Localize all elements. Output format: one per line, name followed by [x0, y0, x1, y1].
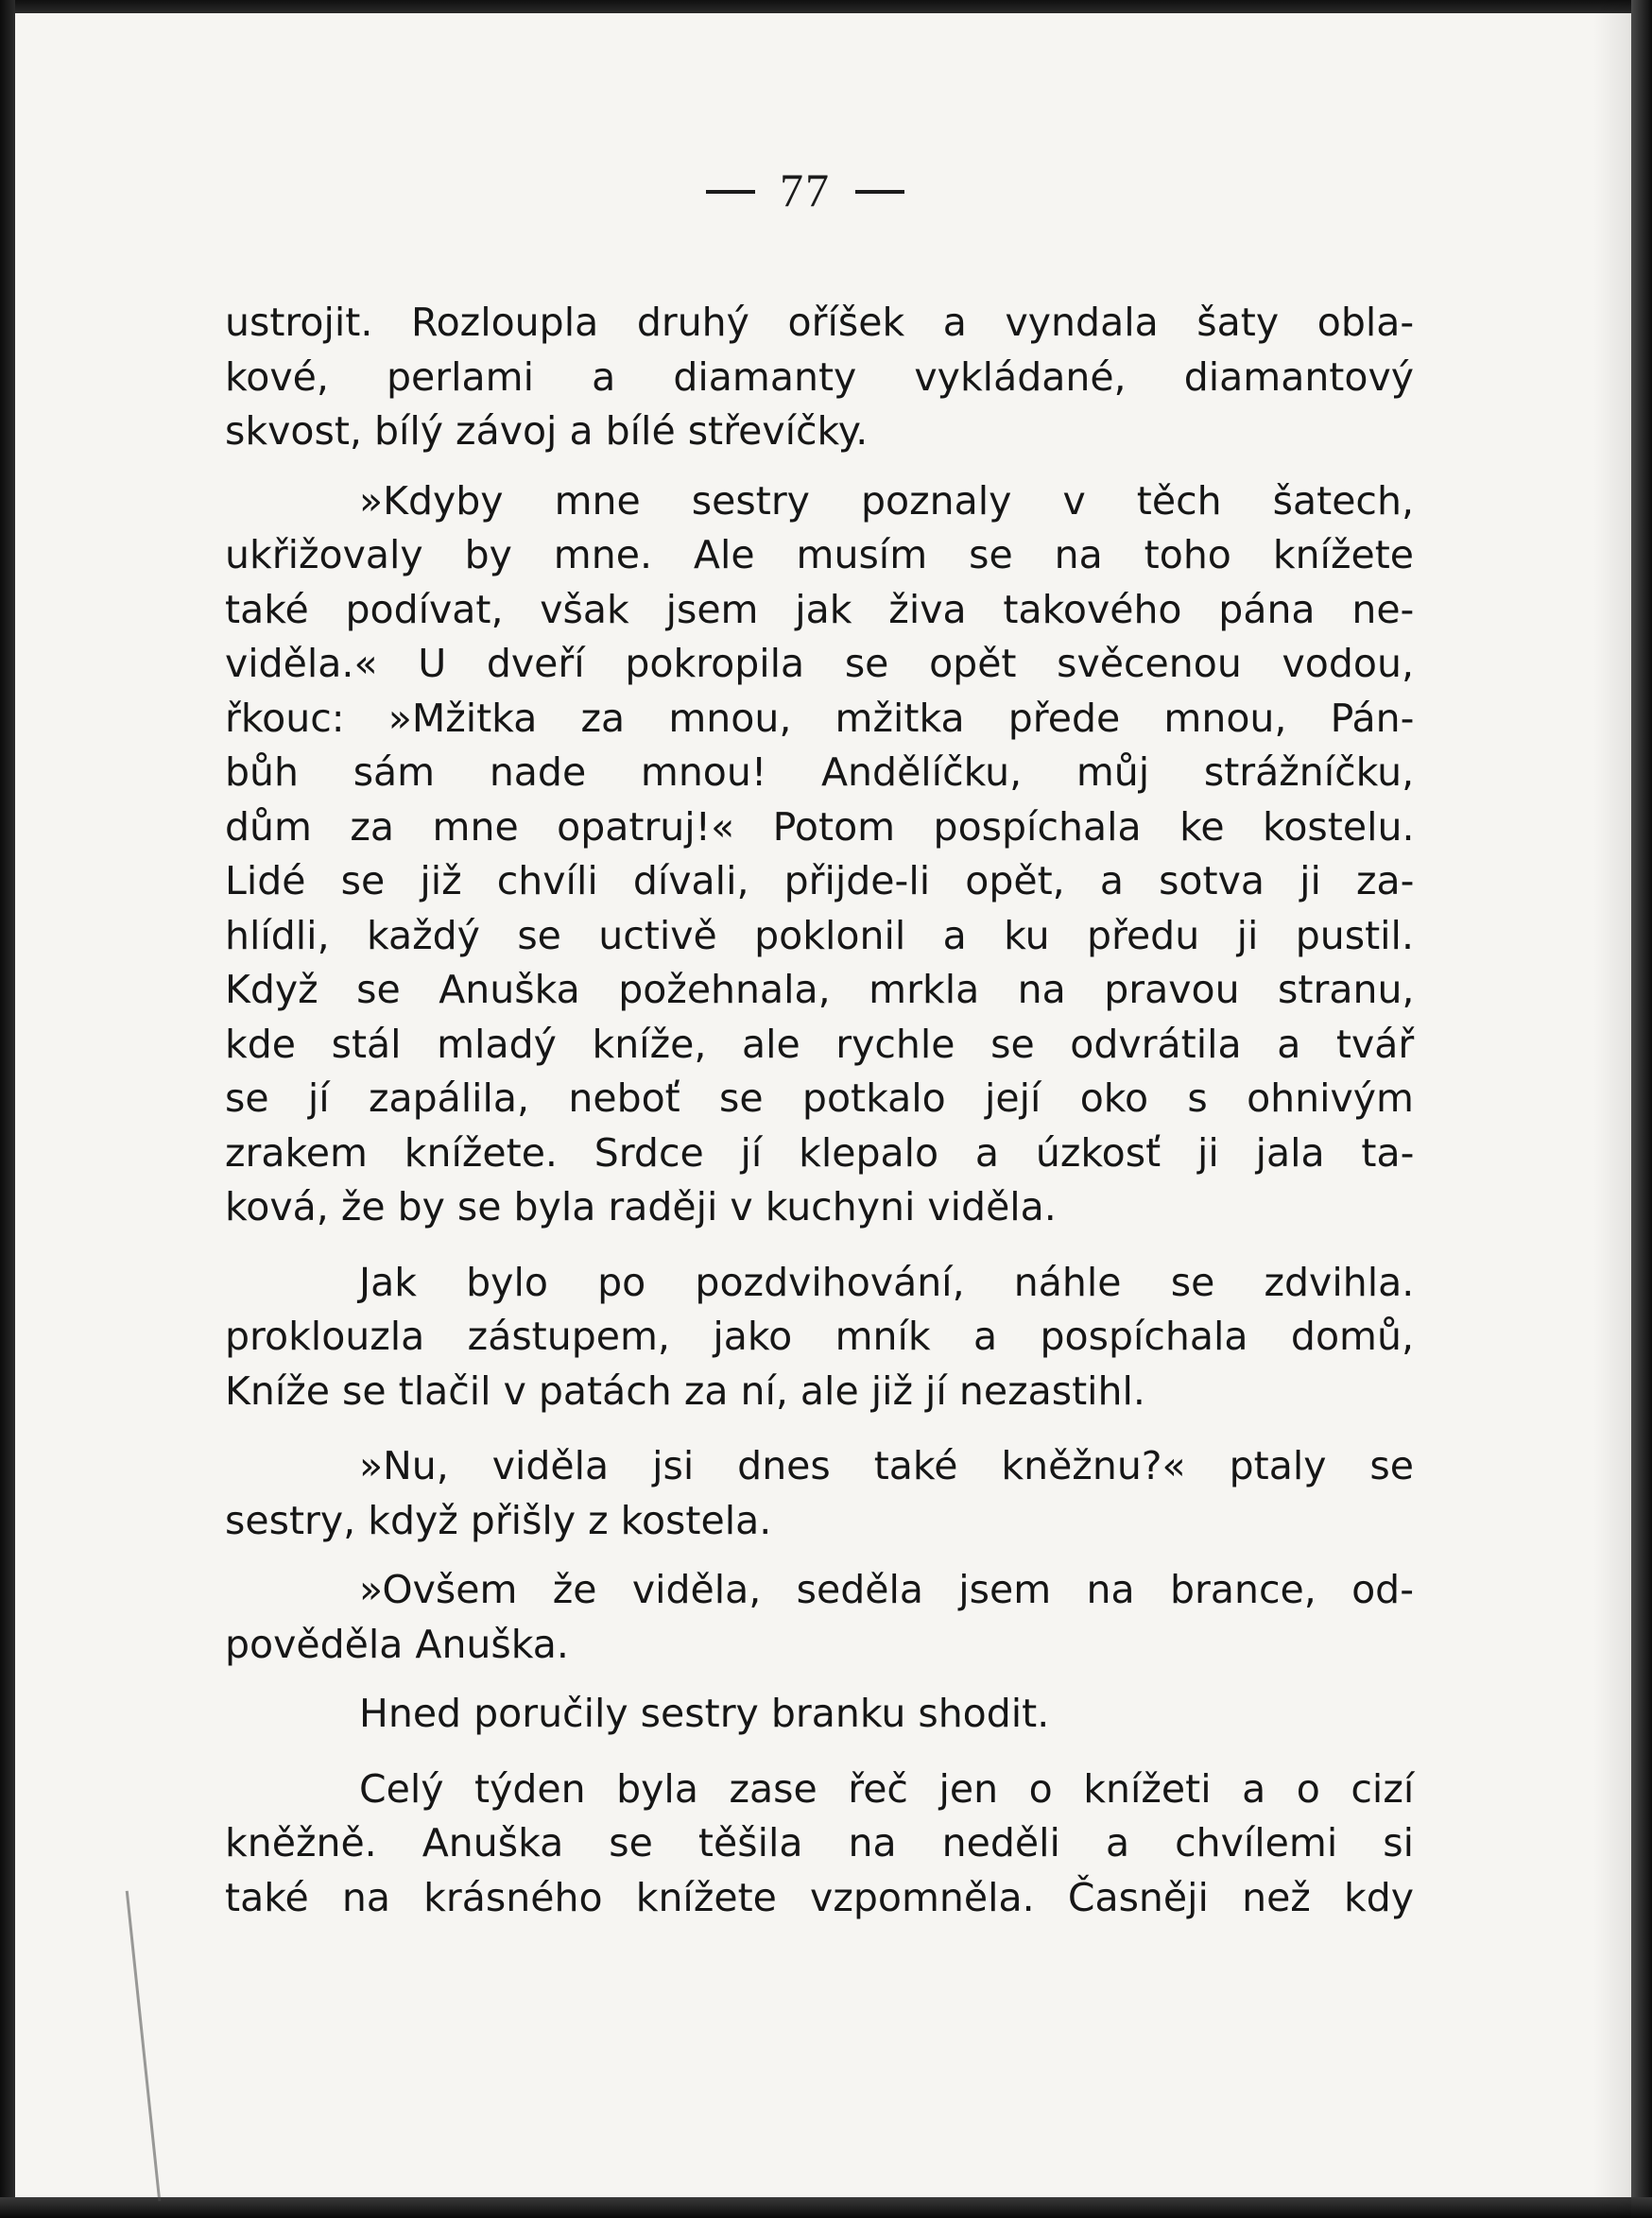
paragraph: [225, 1256, 1414, 1419]
scan-border-top: [0, 0, 1652, 13]
page-number: [0, 163, 1631, 217]
text-line: Když se Anuška požehnala, mrkla na pravou stranu,: [225, 967, 1415, 1012]
page-number-dash-left: [706, 190, 755, 194]
scan-border-left: [0, 0, 15, 2218]
text-line: ukřižovaly by mne. Ale musím se na toho knížete: [225, 532, 1414, 577]
text-line: Jak bylo po pozdvihování, náhle se zdvihla.: [359, 1259, 1415, 1305]
text-line: ková, že by se byla raději v kuchyni viděla.: [225, 1184, 1057, 1229]
text-line: ustrojit. Rozloupla druhý oříšek a vyndala šaty obla-: [225, 300, 1415, 345]
text-line: zrakem knížete. Srdce jí klepalo a úzkosť ji jala ta-: [225, 1129, 1415, 1176]
text-line: skvost, bílý závoj a bílé střevíčky.: [225, 408, 869, 454]
text-line: dům za mne opatruj!« Potom pospíchala ke kostelu.: [225, 803, 1415, 850]
text-line: Hned poručily sestry branku shodit.: [359, 1691, 1050, 1736]
text-line: také na krásného knížete vzpomněla. Časněji než kdy: [225, 1874, 1415, 1920]
paragraph: [225, 1563, 1414, 1672]
text-line: Celý týden byla zase řeč jen o knížeti a o cizí: [359, 1765, 1415, 1812]
paragraph: [225, 474, 1414, 1235]
text-line: bůh sám nade mnou! Andělíčku, můj strážníčku,: [225, 749, 1415, 795]
text-line: sestry, když přišly z kostela.: [225, 1497, 772, 1543]
scan-border-bottom: [0, 2197, 1652, 2218]
pencil-mark: [126, 1891, 161, 2202]
text-line: se jí zapálila, neboť se potkalo její oko s ohnivým: [225, 1075, 1414, 1121]
text-line: také podívat, však jsem jak živa takového pána ne-: [225, 586, 1415, 632]
text-line: »Nu, viděla jsi dnes také kněžnu?« ptaly se: [359, 1443, 1414, 1488]
text-line: »Ovšem že viděla, seděla jsem na brance, od-: [359, 1567, 1414, 1612]
text-line: pověděla Anuška.: [225, 1621, 569, 1667]
text-line: hlídli, každý se uctivě poklonil a ku předu ji pustil.: [225, 912, 1414, 958]
text-line: kde stál mladý kníže, ale rychle se odvrátila a tvář: [225, 1021, 1415, 1067]
paragraph: [225, 296, 1414, 459]
scan-border-right: [1631, 0, 1652, 2218]
text-line: proklouzla zástupem, jako mník a pospíchala domů,: [225, 1314, 1414, 1359]
page-number-dash-right: [855, 190, 904, 194]
text-line: kněžně. Anuška se těšila na neděli a chvílemi si: [225, 1820, 1415, 1866]
text-line: viděla.« U dveří pokropila se opět svěcenou vodou,: [225, 641, 1414, 686]
paragraph: [225, 1687, 1414, 1742]
text-line: »Kdyby mne sestry poznaly v těch šatech,: [359, 477, 1414, 524]
text-line: řkouc: »Mžitka za mnou, mžitka přede mnou, Pán-: [225, 695, 1415, 741]
paragraph: [225, 1439, 1414, 1548]
paragraph: [225, 1762, 1414, 1926]
text-line: Kníže se tlačil v patách za ní, ale již jí nezastihl.: [225, 1367, 1145, 1414]
text-line: kové, perlami a diamanty vykládané, diamantový: [225, 353, 1414, 400]
binding-shadow: [1593, 0, 1631, 2218]
text-line: Lidé se již chvíli dívali, přijde-li opět, a sotva ji za-: [225, 858, 1415, 903]
body-text: [225, 296, 1414, 1925]
page-number-value: 77: [780, 163, 831, 216]
